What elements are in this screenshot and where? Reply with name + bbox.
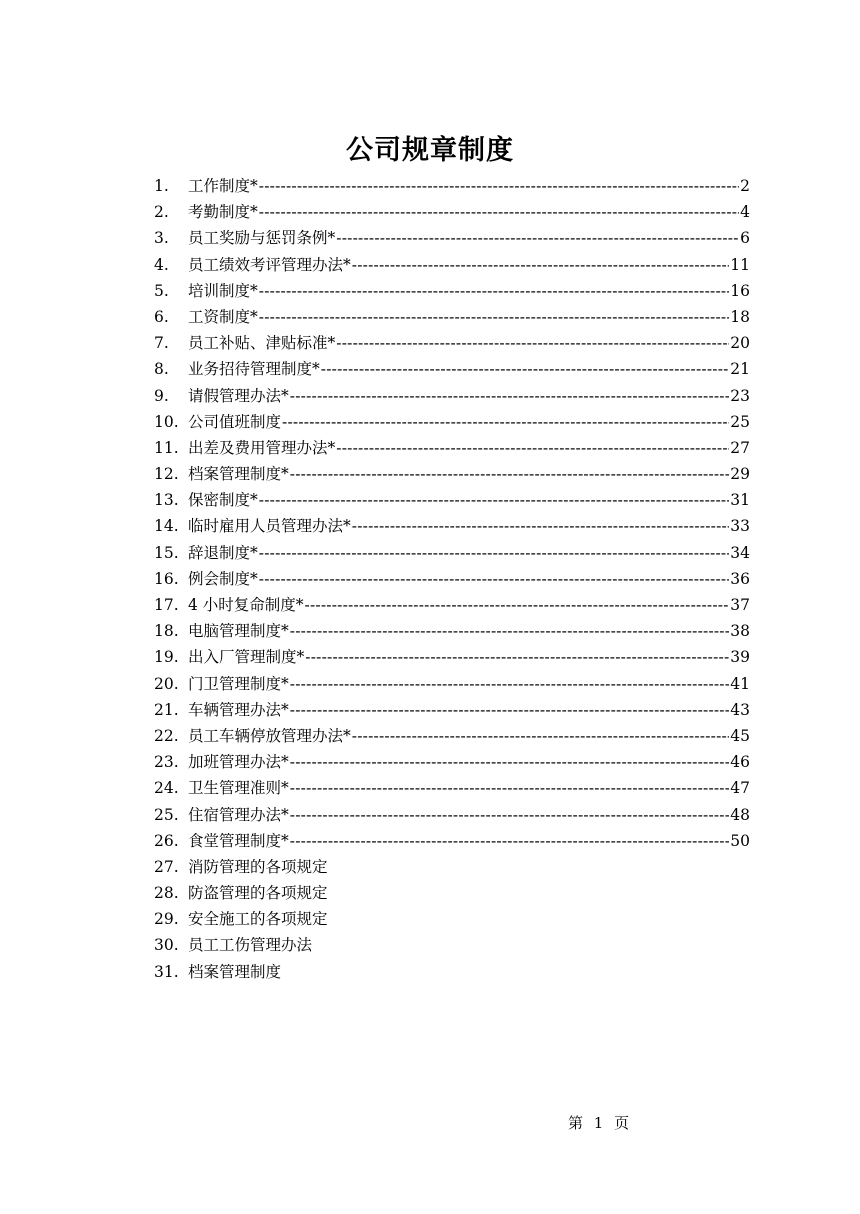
toc-entry-number: 11. <box>154 438 179 457</box>
toc-entry[interactable] <box>154 749 750 775</box>
toc-dot-leader <box>336 330 729 356</box>
toc-dot-leader <box>290 749 730 775</box>
toc-entry[interactable] <box>154 383 750 409</box>
toc-entry-label: 档案管理制度 <box>188 962 282 981</box>
toc-dot-leader <box>290 697 730 723</box>
toc-entry-page: 34 <box>730 543 750 562</box>
toc-dot-leader <box>290 671 730 697</box>
toc-entry-label: 出入厂管理制度* <box>188 648 305 667</box>
toc-entry-number: 14. <box>154 517 179 536</box>
toc-entry[interactable] <box>154 435 750 461</box>
toc-entry-page: 37 <box>730 596 750 614</box>
toc-dot-leader <box>352 252 730 278</box>
toc-entry-label: 公司值班制度 <box>188 412 282 431</box>
page-number: 第 1 页 <box>568 1114 630 1132</box>
toc-entry[interactable] <box>154 461 750 487</box>
toc-entry-number: 15. <box>154 543 179 562</box>
toc-entry-label: 辞退制度* <box>188 543 258 562</box>
toc-entry-page: 21 <box>730 360 750 379</box>
toc-dot-leader <box>290 828 730 854</box>
toc-entry-number: 21. <box>154 700 179 719</box>
toc-entry[interactable] <box>154 566 750 592</box>
toc-entry-label: 门卫管理制度* <box>188 674 289 693</box>
toc-entry-page: 39 <box>730 648 750 667</box>
toc-dot-leader <box>290 775 730 801</box>
toc-entry[interactable] <box>154 880 750 906</box>
toc-entry-page: 31 <box>730 491 750 510</box>
toc-dot-leader <box>259 278 730 304</box>
toc-entry-number: 26. <box>154 831 179 850</box>
toc-entry[interactable] <box>154 618 750 644</box>
toc-entry-page: 16 <box>730 281 750 300</box>
toc-dot-leader <box>305 644 729 670</box>
toc-entry[interactable] <box>154 592 750 618</box>
toc-entry[interactable] <box>154 906 750 932</box>
toc-entry-page: 4 <box>740 203 750 222</box>
toc-entry-label: 消防管理的各项规定 <box>188 857 328 876</box>
toc-dot-leader <box>259 304 730 330</box>
toc-entry-page: 23 <box>730 386 750 405</box>
toc-entry[interactable] <box>154 723 750 749</box>
toc-entry[interactable] <box>154 304 750 330</box>
toc-entry-page: 27 <box>730 438 750 457</box>
toc-entry-number: 22. <box>154 726 179 745</box>
toc-dot-leader <box>259 487 730 513</box>
toc-dot-leader <box>305 592 730 618</box>
toc-entry[interactable] <box>154 540 750 566</box>
toc-entry[interactable] <box>154 959 750 985</box>
toc-entry-page: 36 <box>730 569 750 588</box>
toc-entry-number: 27. <box>154 857 179 876</box>
toc-entry-number: 3. <box>154 229 169 248</box>
toc-entry-number: 25. <box>154 805 179 824</box>
toc-entry-label: 保密制度* <box>188 491 258 510</box>
toc-entry-label: 4 小时复命制度* <box>188 596 304 614</box>
toc-entry[interactable] <box>154 802 750 828</box>
table-of-contents <box>154 173 750 985</box>
toc-entry[interactable] <box>154 330 750 356</box>
toc-dot-leader <box>290 802 730 828</box>
toc-entry-number: 31. <box>154 962 179 981</box>
toc-entry-label: 车辆管理办法* <box>188 700 289 719</box>
toc-entry-number: 8. <box>154 360 169 379</box>
toc-entry[interactable] <box>154 356 750 382</box>
toc-entry-number: 16. <box>154 569 179 588</box>
toc-entry-label: 员工绩效考评管理办法* <box>188 255 351 274</box>
toc-entry-label: 食堂管理制度* <box>188 831 289 850</box>
toc-dot-leader <box>290 618 730 644</box>
toc-entry-number: 9. <box>154 386 169 405</box>
toc-entry[interactable] <box>154 854 750 880</box>
toc-entry-page: 33 <box>730 517 750 536</box>
page-title: 公司规章制度 <box>346 135 514 166</box>
toc-entry-label: 考勤制度* <box>188 203 258 222</box>
toc-entry-page: 25 <box>730 412 750 431</box>
toc-entry-number: 29. <box>154 910 179 929</box>
toc-entry-label: 员工工伤管理办法 <box>188 936 313 955</box>
toc-entry-label: 电脑管理制度* <box>188 622 289 641</box>
toc-entry-label: 培训制度* <box>188 281 258 300</box>
toc-entry-page: 6 <box>740 229 750 248</box>
toc-entry-page: 47 <box>730 779 750 798</box>
toc-entry-label: 工作制度* <box>188 177 258 195</box>
toc-entry-label: 员工补贴、津贴标准* <box>188 334 336 353</box>
toc-entry[interactable] <box>154 513 750 539</box>
toc-entry-label: 卫生管理准则* <box>188 779 289 798</box>
toc-entry[interactable] <box>154 697 750 723</box>
toc-entry-number: 1. <box>154 177 169 195</box>
toc-dot-leader <box>259 173 739 199</box>
toc-entry[interactable] <box>154 225 750 251</box>
toc-entry-number: 13. <box>154 491 179 510</box>
toc-entry[interactable] <box>154 409 750 435</box>
toc-entry-page: 46 <box>730 753 750 772</box>
toc-entry[interactable] <box>154 199 750 225</box>
toc-entry-label: 员工车辆停放管理办法* <box>188 726 351 745</box>
toc-entry-page: 48 <box>730 805 750 824</box>
toc-entry-number: 6. <box>154 307 169 326</box>
toc-entry-page: 11 <box>730 255 750 274</box>
toc-entry-number: 20. <box>154 674 179 693</box>
toc-entry[interactable] <box>154 173 750 199</box>
toc-entry[interactable] <box>154 932 750 958</box>
toc-entry-number: 5. <box>154 281 169 300</box>
toc-dot-leader <box>352 513 730 539</box>
toc-entry-label: 员工奖励与惩罚条例* <box>188 229 336 248</box>
toc-entry-number: 2. <box>154 203 169 222</box>
toc-entry-number: 7. <box>154 334 169 353</box>
toc-entry-number: 10. <box>154 412 179 431</box>
toc-entry-page: 38 <box>730 622 750 641</box>
toc-entry-label: 临时雇用人员管理办法* <box>188 517 351 536</box>
toc-dot-leader <box>321 356 730 382</box>
toc-entry-number: 12. <box>154 465 179 484</box>
toc-entry-label: 档案管理制度* <box>188 465 289 484</box>
toc-entry[interactable] <box>154 644 750 670</box>
toc-dot-leader <box>259 540 730 566</box>
toc-dot-leader <box>290 461 730 487</box>
toc-dot-leader <box>352 723 730 749</box>
toc-entry[interactable] <box>154 252 750 278</box>
toc-entry-number: 23. <box>154 753 179 772</box>
toc-dot-leader <box>336 435 729 461</box>
toc-entry[interactable] <box>154 775 750 801</box>
toc-entry-label: 防盗管理的各项规定 <box>188 884 328 903</box>
toc-entry[interactable] <box>154 828 750 854</box>
toc-entry-number: 30. <box>154 936 179 955</box>
toc-entry-number: 17. <box>154 596 179 614</box>
toc-entry-label: 安全施工的各项规定 <box>188 910 328 929</box>
toc-entry[interactable] <box>154 671 750 697</box>
toc-entry-page: 18 <box>730 307 750 326</box>
toc-entry-number: 4. <box>154 255 169 274</box>
toc-entry-number: 28. <box>154 884 179 903</box>
toc-entry-number: 24. <box>154 779 179 798</box>
toc-dot-leader <box>282 409 729 435</box>
toc-entry-number: 19. <box>154 648 179 667</box>
toc-entry-page: 20 <box>730 334 750 353</box>
toc-entry-page: 2 <box>740 177 750 195</box>
toc-dot-leader <box>259 566 730 592</box>
toc-entry-label: 请假管理办法* <box>188 386 289 405</box>
toc-entry-label: 业务招待管理制度* <box>188 360 320 379</box>
toc-entry[interactable] <box>154 487 750 513</box>
toc-entry-page: 29 <box>730 465 750 484</box>
toc-entry-label: 住宿管理办法* <box>188 805 289 824</box>
toc-entry-label: 例会制度* <box>188 569 258 588</box>
toc-entry-page: 43 <box>730 700 750 719</box>
toc-dot-leader <box>259 199 739 225</box>
toc-entry-label: 工资制度* <box>188 307 258 326</box>
toc-entry-page: 45 <box>730 726 750 745</box>
toc-entry-page: 50 <box>730 831 750 850</box>
toc-entry-label: 出差及费用管理办法* <box>188 438 336 457</box>
toc-entry-page: 41 <box>730 674 750 693</box>
toc-entry[interactable] <box>154 278 750 304</box>
toc-dot-leader <box>336 225 739 251</box>
toc-entry-label: 加班管理办法* <box>188 753 289 772</box>
toc-dot-leader <box>290 383 730 409</box>
toc-entry-number: 18. <box>154 622 179 641</box>
